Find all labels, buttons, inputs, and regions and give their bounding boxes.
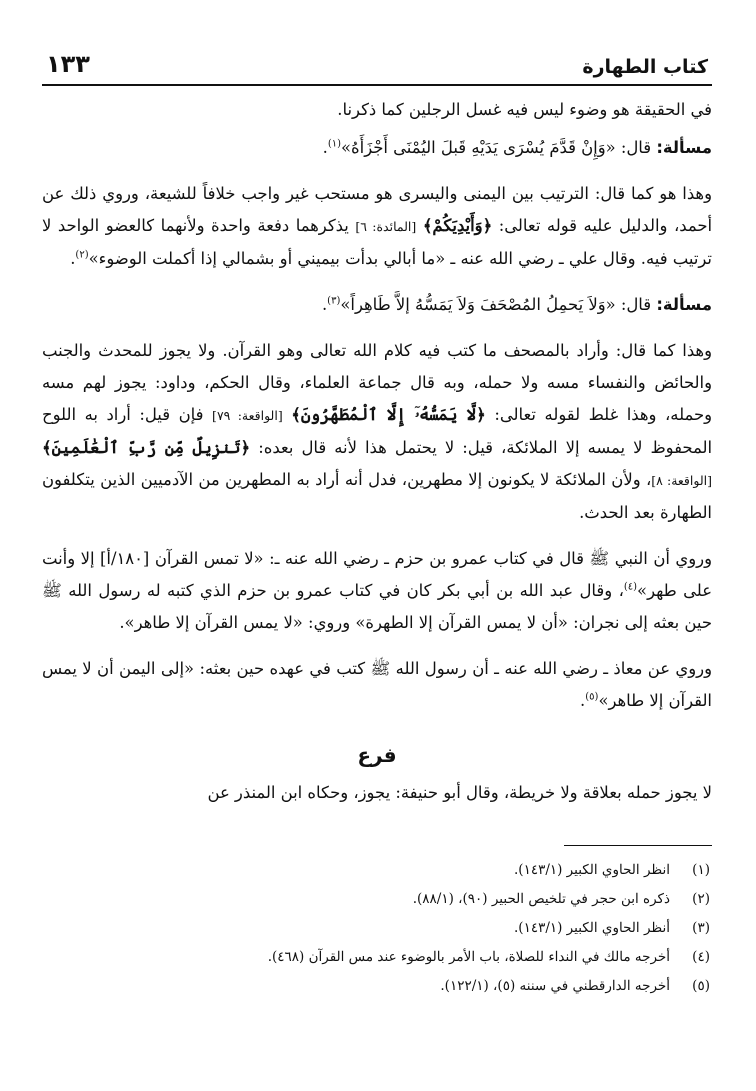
footnote-marker: (١) (327, 138, 342, 150)
footnote (42, 914, 712, 943)
quoted-text: «وَلاَ يَحمِلُ المُصْحَفَ وَلاَ يَمَسُّهُ إلاَّ طَاهِراً» (340, 295, 616, 314)
paragraph-text: ، وقال عبد الله بن أبي بكر كان في كتاب عمرو بن حزم الذي كتبه له رسول الله ﷺ حين بعثه إلى نجران: «أن لا يمس القرآن إلا الطهرة» وروي: «لا يمس القرآن إلا طاهر». (42, 581, 712, 632)
page-body (42, 86, 712, 809)
said-text: قال: (620, 138, 652, 157)
quran-verse: ﴿لَّا يَمَسُّهُۥٓ إِلَّا ٱلْمُطَهَّرُونَ﴾ (291, 405, 486, 424)
paragraph (42, 653, 712, 717)
issue-paragraph (42, 289, 712, 321)
footnote (42, 943, 712, 972)
footnotes (42, 856, 712, 1001)
footnote (42, 856, 712, 885)
footnote-number: (١) (692, 862, 710, 878)
paragraph-text: يذكرهما دفعة واحدة ولأنهما كالعضو الواحد لا ترتيب فيه. وقال علي ـ رضي الله عنه ـ «ما أبالي بدأت بيميني أو بشمالي إذا أكملت الوضوء» (42, 216, 712, 268)
page-header (42, 38, 712, 86)
paragraph-text: وهذا كما قال: وأراد بالمصحف ما كتب فيه كلام الله تعالى وهو القرآن. ولا يجوز للمحدث والجنب والحائض والنفساء مسه ولا حمله، وبه قال جماعة العلماء، وقال الحكم، وداود: يجوز لهم مسه وحمله، وهذا غلط لقوله تعالى: (42, 341, 713, 424)
paragraph (42, 178, 712, 275)
footnote-marker: (٢) (75, 249, 89, 261)
footnote-divider (564, 845, 712, 846)
paragraph-text: فإن قيل: أراد به اللوح المحفوظ لا يمسه إلا الملائكة، قيل: لا يحتمل هذا لأنه قال بعده: (42, 405, 713, 457)
quoted-text: «وَإِنْ قَدَّمَ يُسْرَى يَدَيْهِ قَبلَ اليُمْنَى أَجْزَأَهُ» (341, 138, 616, 157)
issue-label: مسألة: (656, 295, 712, 314)
footnote-marker: (٥) (585, 691, 599, 703)
verse-reference: [الواقعة: ٧٩] (212, 408, 283, 423)
footnote-number: (٥) (692, 978, 710, 994)
period: . (321, 295, 328, 314)
paragraph-text: لا يجوز حمله بعلاقة ولا خريطة، وقال أبو حنيفة: يجوز، وحكاه ابن المنذر عن (207, 783, 712, 802)
paragraph-text: وروي أن النبي ﷺ قال في كتاب عمرو بن حزم ـ رضي الله عنه ـ: «لا تمس القرآن [١٨٠/أ] إلا وأنت على طهر» (42, 549, 712, 600)
footnote-text: أخرجه مالك في النداء للصلاة، باب الأمر بالوضوء عند مس القرآن (٤٦٨). (267, 949, 670, 965)
page-number: ١٣٣ (46, 50, 90, 78)
footnote (42, 885, 712, 914)
quran-verse: ﴿وَأَيْدِيَكُمْ﴾ (422, 216, 493, 235)
footnote-text: أخرجه الدارقطني في سننه (٥)، (١٢٢/١). (440, 978, 670, 994)
footnote-marker: (٣) (327, 295, 341, 307)
said-text: قال: (620, 295, 652, 314)
period: . (70, 249, 76, 268)
period: . (580, 691, 586, 710)
paragraph (42, 777, 712, 809)
paragraph-text: في الحقيقة هو وضوء ليس فيه غسل الرجلين كما ذكرنا. (337, 100, 712, 119)
paragraph (42, 543, 712, 639)
paragraph-text: وروي عن معاذ ـ رضي الله عنه ـ أن رسول الله ﷺ كتب في عهده حين بعثه: «إلى اليمن أن لا يمس القرآن إلا طاهر» (42, 659, 712, 710)
footnote-text: ذكره ابن حجر في تلخيص الحبير (٩٠)، (٨٨/١). (412, 891, 670, 907)
paragraph (42, 335, 712, 529)
footnote-number: (٣) (692, 920, 710, 936)
period: . (322, 138, 328, 157)
issue-label: مسألة: (656, 138, 712, 157)
verse-reference: [الواقعة: ٨] (651, 473, 712, 488)
footnote-number: (٤) (692, 949, 710, 965)
footnote-text: أنظر الحاوي الكبير (١٤٣/١). (514, 920, 670, 936)
footnote-text: انظر الحاوي الكبير (١٤٣/١). (514, 862, 670, 878)
footnote-number: (٢) (692, 891, 710, 907)
issue-paragraph (42, 132, 712, 164)
book-title: كتاب الطهارة (582, 56, 708, 78)
paragraph (42, 94, 712, 126)
section-heading: فرع (357, 743, 397, 767)
verse-reference: [المائدة: ٦] (355, 219, 417, 234)
paragraph-text: ، ولأن الملائكة لا يكونون إلا مطهرين، فدل أنه أراد به المطهرين من الآدميين الذين يتكلفون الطهارة بعد الحدث. (42, 470, 712, 522)
paragraph-text: وهذا هو كما قال: الترتيب بين اليمنى واليسرى هو مستحب غير واجب خلافاً للشيعة، وروي ذلك عن أحمد، والدليل عليه قوله تعالى: (42, 184, 713, 235)
footnote (42, 972, 712, 1001)
quran-verse: ﴿تَنزِيلٌ مِّن رَّبِّ ٱلْعَٰلَمِينَ﴾ (42, 438, 251, 457)
footnote-marker: (٤) (623, 581, 638, 593)
